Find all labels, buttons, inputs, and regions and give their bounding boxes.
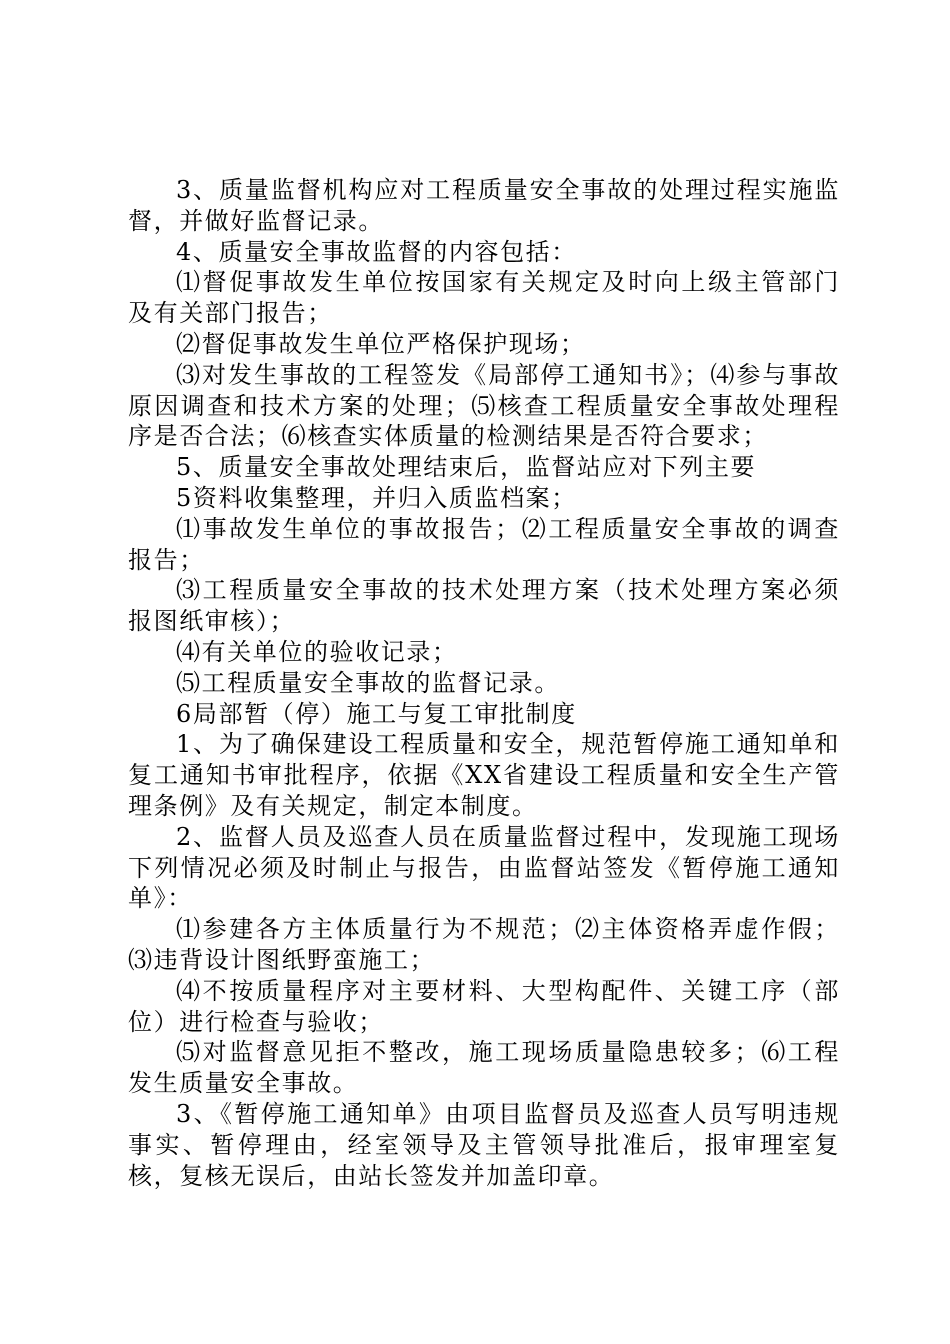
paragraph-10: ⑷有关单位的验收记录； bbox=[176, 637, 458, 666]
paragraph-18: 3、《暂停施工通知单》由项目监督员及巡查人员写明违规事实、暂停理由，经室领导及主管领导批准后，报审理室复核，复核无误后，由站长签发并加盖印章。 bbox=[128, 1099, 840, 1190]
paragraph-9: ⑶工程质量安全事故的技术处理方案（技术处理方案必须报图纸审核）； bbox=[128, 576, 840, 636]
paragraph-6: 5、质量安全事故处理结束后，监督站应对下列主要 bbox=[176, 453, 757, 482]
paragraph-14: 2、监督人员及巡查人员在质量监督过程中，发现施工现场下列情况必须及时制止与报告，由监督站签发《暂停施工通知单》： bbox=[128, 822, 840, 913]
paragraph-13: 1、为了确保建设工程质量和安全，规范暂停施工通知单和复工通知书审批程序，依据《XX省建设工程质量和安全生产管理条例》及有关规定，制定本制度。 bbox=[128, 730, 840, 820]
paragraph-1: 3、质量监督机构应对工程质量安全事故的处理过程实施监督，并做好监督记录。 bbox=[128, 176, 840, 235]
paragraph-11: ⑸工程质量安全事故的监督记录。 bbox=[176, 668, 560, 697]
paragraph-5: ⑶对发生事故的工程签发《局部停工通知书》；⑷参与事故原因调查和技术方案的处理；⑸核查工程质量安全事故处理程序是否合法；⑹核查实体质量的检测结果是否符合要求； bbox=[128, 360, 840, 451]
paragraph-8: ⑴事故发生单位的事故报告；⑵工程质量安全事故的调查报告； bbox=[128, 514, 840, 574]
document-body bbox=[128, 175, 840, 1191]
paragraph-4: ⑵督促事故发生单位严格保护现场； bbox=[176, 329, 586, 358]
paragraph-17: ⑸对监督意见拒不整改，施工现场质量隐患较多；⑹工程发生质量安全事故。 bbox=[128, 1038, 840, 1098]
paragraph-16: ⑷不按质量程序对主要材料、大型构配件、关键工序（部位）进行检查与验收； bbox=[128, 976, 840, 1036]
paragraph-2: 4、质量安全事故监督的内容包括： bbox=[176, 237, 577, 266]
section-heading: 6局部暂（停）施工与复工审批制度 bbox=[176, 699, 577, 728]
paragraph-15: ⑴参建各方主体质量行为不规范；⑵主体资格弄虚作假；⑶违背设计图纸野蛮施工； bbox=[128, 915, 840, 974]
paragraph-3: ⑴督促事故发生单位按国家有关规定及时向上级主管部门及有关部门报告； bbox=[128, 268, 840, 328]
paragraph-7: 5资料收集整理，并归入质监档案； bbox=[176, 483, 577, 512]
